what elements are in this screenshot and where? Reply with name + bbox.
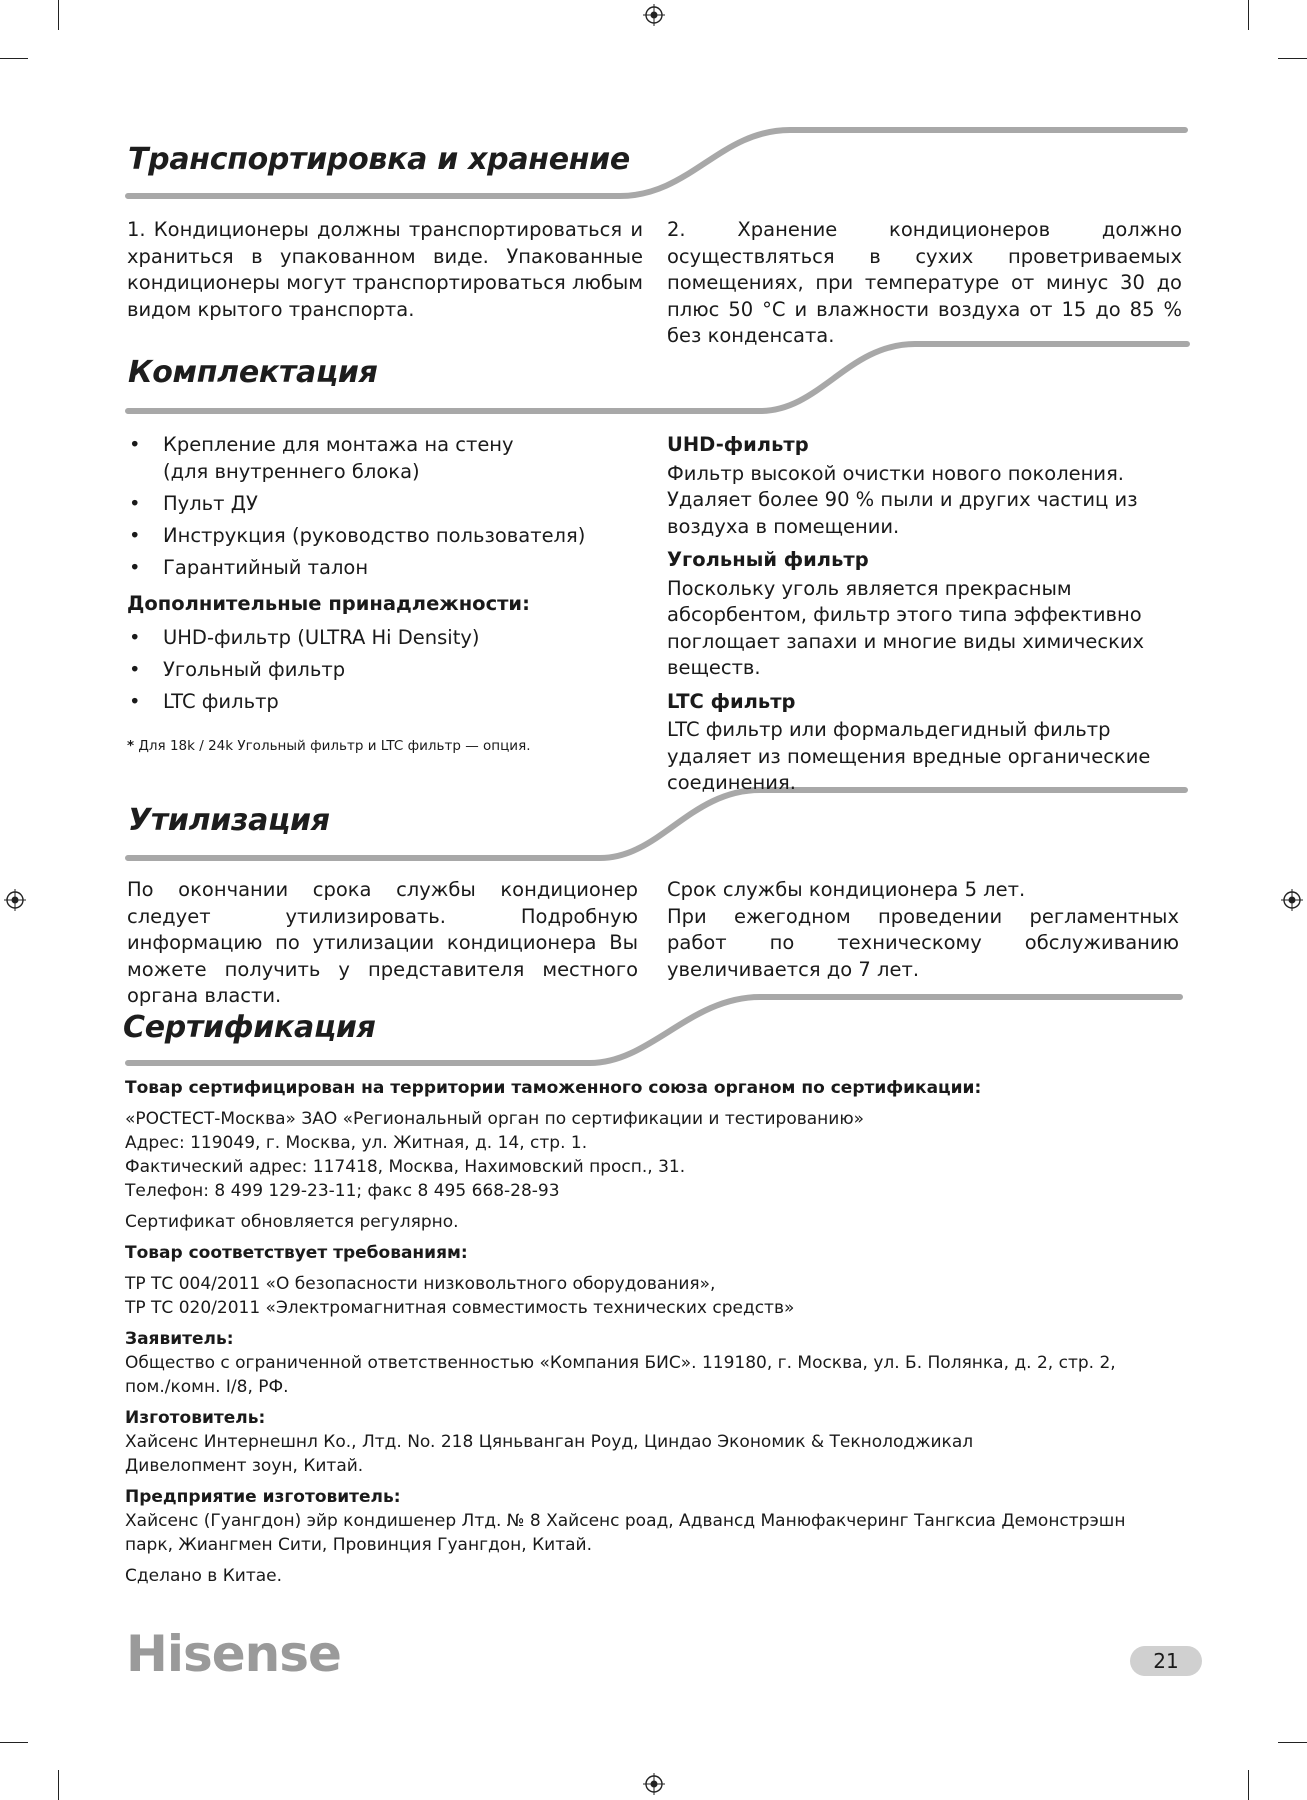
- crop-mark: [1278, 58, 1307, 59]
- crop-mark: [0, 58, 28, 59]
- requirement-item: ТР ТС 004/2011 «О безопасности низковольтного оборудования»,: [125, 1274, 716, 1294]
- cert-address: Адрес: 119049, г. Москва, ул. Житная, д. 14, стр. 1.: [125, 1133, 588, 1153]
- transport-left-text: [127, 217, 643, 323]
- enterprise-heading: Предприятие изготовитель:: [125, 1487, 401, 1507]
- manufacturer-text: Хайсенс Интернешнл Ко., Лтд. No. 218 Цяньванган Роуд, Циндао Экономик & Текнолоджикал: [125, 1432, 974, 1452]
- section-title-transport: Транспортировка и хранение: [128, 142, 630, 177]
- accessories-list: [127, 625, 647, 716]
- disposal-left-text: [127, 877, 638, 1010]
- list-item: • Гарантийный талон: [127, 555, 647, 582]
- section-title-certification: Сертификация: [123, 1010, 376, 1045]
- registration-mark-icon: [4, 889, 26, 911]
- registration-mark-icon: [1281, 889, 1303, 911]
- applicant-heading: Заявитель:: [125, 1329, 234, 1349]
- filter-name: UHD-фильтр: [667, 433, 809, 456]
- paragraph: По окончании срока службы кондиционер следует утилизировать. Подробную информацию по утилизации кондиционера Вы можете получить у представителя местного органа власти.: [127, 878, 638, 1007]
- crop-mark: [0, 1742, 28, 1743]
- enterprise-text: парк, Жиангмен Сити, Провинция Гуангдон, Китай.: [125, 1535, 592, 1555]
- cert-phone: Телефон: 8 499 129-23-11; факс 8 495 668-28-93: [125, 1181, 560, 1201]
- requirement-item: ТР ТС 020/2011 «Электромагнитная совместимость технических средств»: [125, 1298, 795, 1318]
- registration-mark-icon: [643, 4, 665, 26]
- cert-actual-address: Фактический адрес: 117418, Москва, Нахимовский просп., 31.: [125, 1157, 686, 1177]
- page-number: 21: [1130, 1646, 1202, 1676]
- paragraph: 1. Кондиционеры должны транспортироваться и храниться в упакованном виде. Упакованные кондиционеры могут транспортироваться любым видом крытого транспорта.: [127, 218, 643, 321]
- kit-left-column: [127, 432, 647, 760]
- crop-mark: [58, 0, 59, 30]
- disposal-right-text: [667, 877, 1179, 983]
- made-in: Сделано в Китае.: [125, 1566, 283, 1586]
- filter-name: Угольный фильтр: [667, 548, 869, 571]
- accessories-heading: Дополнительные принадлежности:: [127, 592, 530, 615]
- cert-updated: Сертификат обновляется регулярно.: [125, 1212, 459, 1232]
- filter-name: LTC фильтр: [667, 689, 796, 713]
- crop-mark: [1278, 1742, 1307, 1743]
- section-title-disposal: Утилизация: [128, 803, 330, 838]
- hisense-logo: Hisense: [126, 1625, 341, 1683]
- paragraph: 2. Хранение кондиционеров должно осуществляться в сухих проветриваемых помещениях, при температуре от минус 30 до плюс 50 °С и влажности воздуха от 15 до 85 % без конденсата.: [667, 218, 1182, 347]
- kit-right-column: [667, 432, 1187, 804]
- certification-block: [125, 1076, 1185, 1588]
- manufacturer-heading: Изготовитель:: [125, 1408, 266, 1428]
- list-item: • LTC фильтр: [127, 689, 647, 716]
- list-item: • Угольный фильтр: [127, 657, 647, 684]
- paragraph: При ежегодном проведении регламентных работ по техническому обслуживанию увеличивается до 7 лет.: [667, 904, 1179, 981]
- manufacturer-text: Дивелопмент зоун, Китай.: [125, 1456, 364, 1476]
- crop-mark: [58, 1770, 59, 1800]
- requirements-heading: Товар соответствует требованиям:: [125, 1243, 468, 1263]
- registration-mark-icon: [643, 1773, 665, 1795]
- list-item: • Крепление для монтажа на стену (для внутреннего блока): [127, 432, 647, 485]
- list-item: • UHD-фильтр (ULTRA Hi Density): [127, 625, 647, 652]
- transport-right-text: [667, 217, 1182, 350]
- kit-list: [127, 432, 647, 581]
- list-item: • Пульт ДУ: [127, 491, 647, 518]
- list-item: • Инструкция (руководство пользователя): [127, 523, 647, 550]
- filter-description: Поскольку уголь является прекрасным абсорбентом, фильтр этого типа эффективно поглощает запахи и многие виды химических веществ.: [667, 576, 1145, 679]
- crop-mark: [1248, 1770, 1249, 1800]
- filter-description: Фильтр высокой очистки нового поколения. Удаляет более 90 % пыли и других частиц из воздуха в помещении.: [667, 461, 1138, 538]
- paragraph: Срок службы кондиционера 5 лет.: [667, 878, 1026, 901]
- section-title-kit: Комплектация: [128, 355, 378, 390]
- enterprise-text: Хайсенс (Гуангдон) эйр кондишенер Лтд. № 8 Хайсенс роад, Адвансд Манюфакчеринг Тангксиа Демонстрэшн: [125, 1511, 1126, 1531]
- applicant-text: пом./комн. I/8, РФ.: [125, 1377, 289, 1397]
- cert-organization: «РОСТЕСТ-Москва» ЗАО «Региональный орган по сертификации и тестированию»: [125, 1109, 865, 1129]
- filter-description: LTC фильтр или формальдегидный фильтр удаляет из помещения вредные органические соединения.: [667, 718, 1151, 794]
- footnote: * Для 18k / 24k Угольный фильтр и LTC фильтр — опция.: [127, 738, 531, 754]
- applicant-text: Общество с ограниченной ответственностью «Компания БИС». 119180, г. Москва, ул. Б. Полянка, д. 2, стр. 2,: [125, 1353, 1116, 1373]
- cert-heading: Товар сертифицирован на территории таможенного союза органом по сертификации:: [125, 1078, 982, 1098]
- crop-mark: [1248, 0, 1249, 30]
